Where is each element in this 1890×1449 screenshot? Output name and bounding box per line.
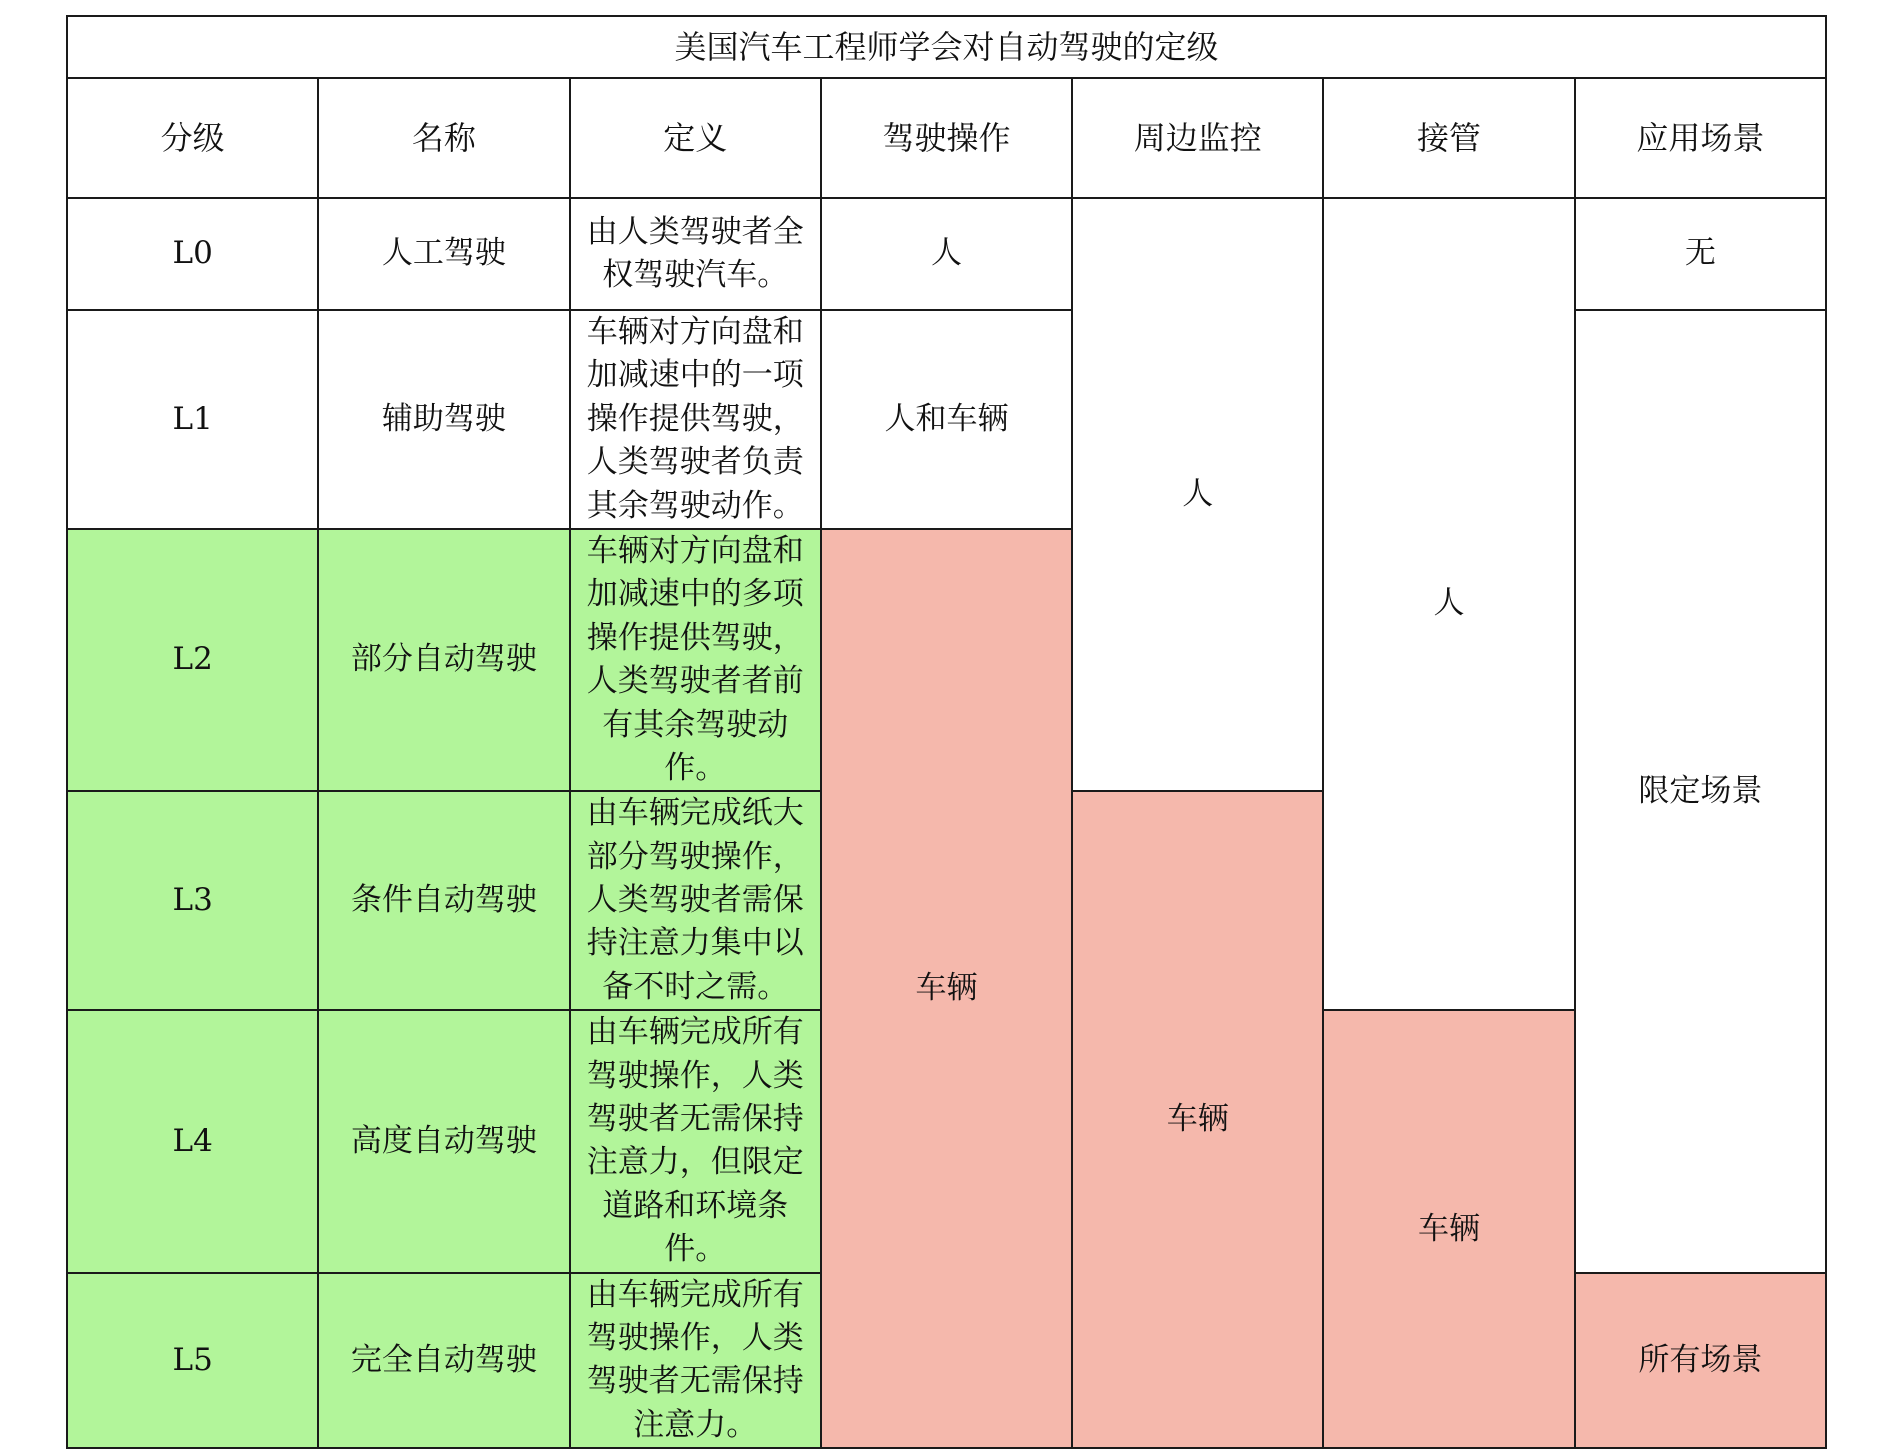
name-cell: 部分自动驾驶	[318, 529, 569, 791]
definition-cell: 由人类驾驶者全权驾驶汽车。	[570, 198, 821, 310]
name-cell: 完全自动驾驶	[318, 1273, 569, 1449]
level-cell: L2	[67, 529, 318, 791]
takeover-vehicle: 车辆	[1323, 1010, 1574, 1448]
monitoring-human: 人	[1072, 198, 1323, 791]
definition-cell: 由车辆完成纸大部分驾驶操作，人类驾驶者需保持注意力集中以备不时之需。	[570, 791, 821, 1010]
name-cell: 人工驾驶	[318, 198, 569, 310]
monitoring-vehicle: 车辆	[1072, 791, 1323, 1448]
scenario-all: 所有场景	[1575, 1273, 1826, 1449]
header-level: 分级	[67, 78, 318, 198]
sae-levels-table	[66, 15, 1827, 1449]
level-cell: L5	[67, 1273, 318, 1449]
definition-cell: 由车辆完成所有驾驶操作，人类驾驶者无需保持注意力。	[570, 1273, 821, 1449]
header-monitoring: 周边监控	[1072, 78, 1323, 198]
definition-cell: 车辆对方向盘和加减速中的多项操作提供驾驶，人类驾驶者者前有其余驾驶动作。	[570, 529, 821, 791]
definition-cell: 车辆对方向盘和加减速中的一项操作提供驾驶，人类驾驶者负责其余驾驶动作。	[570, 310, 821, 529]
definition-cell: 由车辆完成所有驾驶操作，人类驾驶者无需保持注意力，但限定道路和环境条件。	[570, 1010, 821, 1272]
header-definition: 定义	[570, 78, 821, 198]
level-cell: L3	[67, 791, 318, 1010]
table-row	[67, 198, 1826, 310]
level-cell: L1	[67, 310, 318, 529]
header-driving-operation: 驾驶操作	[821, 78, 1072, 198]
header-name: 名称	[318, 78, 569, 198]
driving-operation-human: 人	[821, 198, 1072, 310]
name-cell: 辅助驾驶	[318, 310, 569, 529]
takeover-human: 人	[1323, 198, 1574, 1010]
driving-operation-vehicle: 车辆	[821, 529, 1072, 1448]
name-cell: 高度自动驾驶	[318, 1010, 569, 1272]
name-cell: 条件自动驾驶	[318, 791, 569, 1010]
header-takeover: 接管	[1323, 78, 1574, 198]
table-title: 美国汽车工程师学会对自动驾驶的定级	[67, 16, 1826, 78]
scenario-limited: 限定场景	[1575, 310, 1826, 1273]
level-cell: L4	[67, 1010, 318, 1272]
header-row	[67, 78, 1826, 198]
scenario-none: 无	[1575, 198, 1826, 310]
driving-operation-human-and-vehicle: 人和车辆	[821, 310, 1072, 529]
level-cell: L0	[67, 198, 318, 310]
header-scenario: 应用场景	[1575, 78, 1826, 198]
